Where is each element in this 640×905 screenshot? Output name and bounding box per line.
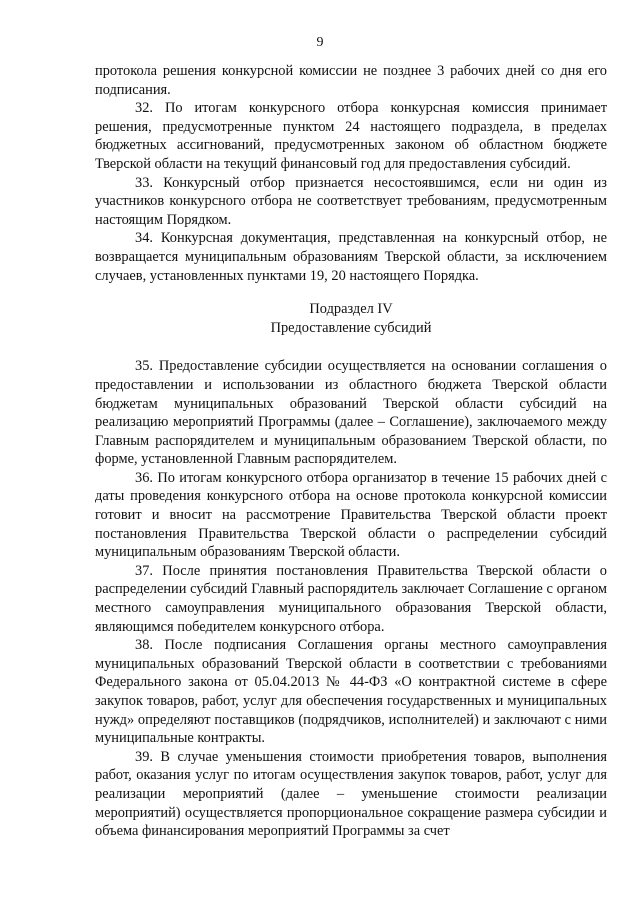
paragraph-39: 39. В случае уменьшения стоимости приобретения товаров, выполнения работ, оказания услуг по итогам осуществления закупок товаров, работ, услуг для реализации мероприятий (далее – уменьшение стоимости реализации мероприятий) осуществляется пропорциональное сокращение размера субсидии и объема финансирования мероприятий Программы за счет xyxy=(95,748,607,840)
section-title: Предоставление субсидий xyxy=(270,319,432,336)
paragraph-34: 34. Конкурсная документация, представленная на конкурсный отбор, не возвращается муниципальным образованиям Тверской области, за исключением случаев, установленных пунктами 19, 20 настоящего Порядка. xyxy=(95,230,607,284)
paragraph-36: 36. По итогам конкурсного отбора организатор в течение 15 рабочих дней с даты проведения конкурсного отбора на основе протокола конкурсной комиссии готовит и вносит на рассмотрение Правительства Тверской области проект постановления Правительства Тверской области о распределении субсидий муниципальным образованиям Тверской области. xyxy=(95,469,607,561)
paragraph-33: 33. Конкурсный отбор признается несостоявшимся, если ни один из участников конкурсного отбора не соответствует требованиям, предусмотренным настоящим Порядком. xyxy=(95,174,607,228)
document-body xyxy=(95,62,607,841)
paragraph-35: 35. Предоставление субсидии осуществляется на основании соглашения о предоставлении и использовании из областного бюджета Тверской области бюджетам муниципальных образований Тверской области субсидий на реализацию мероприятий Программы (далее – Соглашение), заключаемого между Главным распорядителем и муниципальным образованием Тверской области, по форме, установленной Главным распорядителем. xyxy=(95,358,607,468)
paragraph-32: 32. По итогам конкурсного отбора конкурсная комиссия принимает решения, предусмотренные пунктом 24 настоящего подраздела, в пределах бюджетных ассигнований, предусмотренных законом об областном бюджете Тверской области на текущий финансовый год для предоставления субсидий. xyxy=(95,100,607,172)
page-number: 9 xyxy=(316,35,324,50)
paragraph-37: 37. После принятия постановления Правительства Тверской области о распределении субсидий Главный распорядитель заключает Соглашение с органом местного самоуправления муниципального образования Тверской области, являющимся победителем конкурсного отбора. xyxy=(95,562,607,635)
section-header xyxy=(95,300,607,337)
paragraph-continuation: протокола решения конкурсной комиссии не позднее 3 рабочих дней со дня его подписания. xyxy=(95,63,607,98)
section-number: Подраздел IV xyxy=(309,301,393,318)
paragraph-38: 38. После подписания Соглашения органы местного самоуправления муниципальных образований Тверской области в соответствии с требованиями Федерального закона от 05.04.2013 № 44-ФЗ «О контрактной системе в сфере закупок товаров, работ, услуг для обеспечения государственных и муниципальных нужд» определяют поставщиков (подрядчиков, исполнителей) и заключают с ними муниципальные контракты. xyxy=(95,637,607,747)
